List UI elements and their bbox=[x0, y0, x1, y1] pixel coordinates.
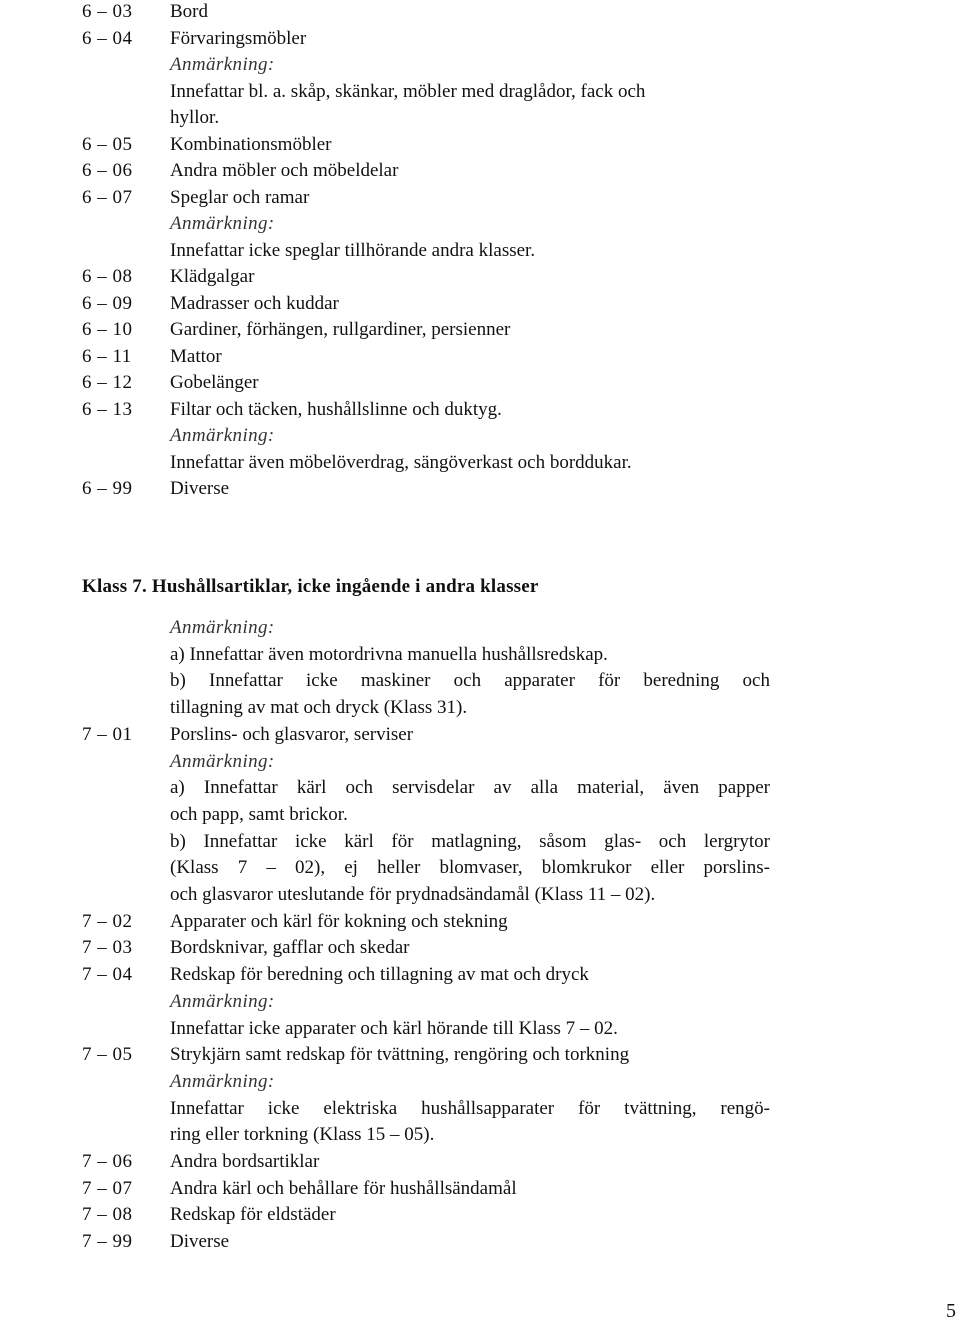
entry-row bbox=[0, 1228, 960, 1255]
continuation-row bbox=[0, 881, 960, 908]
continuation-row bbox=[0, 828, 960, 855]
annotation-label-row bbox=[0, 210, 960, 237]
entry-text: Redskap för eldstäder bbox=[170, 1204, 336, 1226]
class-code: 7 – 04 bbox=[82, 964, 133, 986]
entry-text: Diverse bbox=[170, 478, 230, 499]
entry-text: Gobelänger bbox=[170, 372, 259, 393]
entry-row bbox=[0, 184, 960, 211]
entry-text: hyllor. bbox=[170, 107, 220, 128]
entry-row bbox=[0, 475, 960, 502]
continuation-row bbox=[0, 104, 960, 131]
entry-text: Porslins- och glasvaror, serviser bbox=[170, 723, 414, 745]
class-code: 6 – 11 bbox=[82, 345, 132, 367]
entry-text: Apparater och kärl för kokning och stekning bbox=[170, 910, 508, 932]
annotation-label: Anmärkning: bbox=[170, 54, 275, 75]
entry-row bbox=[0, 961, 960, 988]
annotation-label-row bbox=[0, 748, 960, 775]
class-code: 6 – 09 bbox=[82, 292, 133, 314]
entry-text: Filtar och täcken, hushållslinne och duktyg. bbox=[170, 398, 502, 420]
entry-text: Madrasser och kuddar bbox=[170, 292, 339, 314]
entry-text: och glasvaror uteslutande för prydnadsändamål (Klass 11 – 02). bbox=[170, 884, 656, 905]
class-7-heading: Klass 7. Hushållsartiklar, icke ingående i andra klasser bbox=[82, 576, 539, 597]
entry-text: Strykjärn samt redskap för tvättning, rengöring och torkning bbox=[170, 1044, 630, 1066]
class-code: 7 – 08 bbox=[82, 1204, 133, 1226]
continuation-row bbox=[0, 854, 960, 881]
class-code: 7 – 01 bbox=[82, 723, 133, 745]
entry-row bbox=[0, 1041, 960, 1068]
class-code: 6 – 99 bbox=[82, 478, 133, 499]
entry-text: Innefattar icke apparater och kärl hörande till Klass 7 – 02. bbox=[170, 1017, 618, 1039]
entry-text: Innefattar icke elektriska hushållsapparater för tvättning, rengö- bbox=[170, 1097, 770, 1119]
continuation-row bbox=[0, 1121, 960, 1148]
class-code: 6 – 12 bbox=[82, 372, 133, 393]
class-code: 7 – 07 bbox=[82, 1177, 133, 1199]
continuation-row bbox=[0, 774, 960, 801]
entry-text: Förvaringsmöbler bbox=[170, 27, 307, 49]
entry-row bbox=[0, 396, 960, 423]
entry-row bbox=[0, 1201, 960, 1228]
entry-row bbox=[0, 290, 960, 317]
entry-text: tillagning av mat och dryck (Klass 31). bbox=[170, 697, 468, 719]
entry-text: Gardiner, förhängen, rullgardiner, persienner bbox=[170, 319, 511, 340]
entry-row bbox=[0, 369, 960, 396]
entry-row bbox=[0, 1148, 960, 1175]
entry-row bbox=[0, 721, 960, 748]
annotation-label-row bbox=[0, 1068, 960, 1095]
annotation-label-row bbox=[0, 422, 960, 449]
entry-row bbox=[0, 25, 960, 52]
class-code: 7 – 02 bbox=[82, 910, 133, 932]
page-number: 5 bbox=[946, 1300, 956, 1322]
continuation-row bbox=[0, 78, 960, 105]
continuation-row bbox=[0, 641, 960, 668]
continuation-row bbox=[0, 449, 960, 476]
class-code: 6 – 06 bbox=[82, 160, 133, 181]
entry-row bbox=[0, 316, 960, 343]
entry-text: b) Innefattar icke maskiner och apparater för beredning och bbox=[170, 670, 770, 692]
class-code: 6 – 04 bbox=[82, 27, 133, 49]
annotation-label: Anmärkning: bbox=[170, 617, 275, 638]
entry-text: Andra möbler och möbeldelar bbox=[170, 160, 399, 181]
entry-text: Andra kärl och behållare för hushållsändamål bbox=[170, 1177, 517, 1199]
entry-text: Redskap för beredning och tillagning av mat och dryck bbox=[170, 964, 589, 986]
annotation-label: Anmärkning: bbox=[170, 990, 275, 1012]
entry-text: Mattor bbox=[170, 345, 222, 367]
entry-text: Bordsknivar, gafflar och skedar bbox=[170, 937, 410, 959]
entry-text: Diverse bbox=[170, 1231, 230, 1253]
class-code: 6 – 05 bbox=[82, 133, 133, 155]
annotation-label: Anmärkning: bbox=[170, 1070, 275, 1092]
entry-text: Innefattar även möbelöverdrag, sängöverkast och borddukar. bbox=[170, 451, 632, 473]
entry-text: Speglar och ramar bbox=[170, 186, 310, 208]
entry-row bbox=[0, 0, 960, 25]
entry-text: a) Innefattar även motordrivna manuella hushållsredskap. bbox=[170, 643, 608, 665]
entry-text: ring eller torkning (Klass 15 – 05). bbox=[170, 1124, 435, 1146]
annotation-label-row bbox=[0, 51, 960, 78]
entry-row bbox=[0, 157, 960, 184]
entry-row bbox=[0, 131, 960, 158]
class-code: 6 – 13 bbox=[82, 398, 133, 420]
class-code: 6 – 07 bbox=[82, 186, 133, 208]
continuation-row bbox=[0, 1095, 960, 1122]
class-code: 6 – 08 bbox=[82, 266, 133, 287]
entry-text: (Klass 7 – 02), ej heller blomvaser, blomkrukor eller porslins- bbox=[170, 857, 770, 879]
class-code: 7 – 03 bbox=[82, 937, 133, 959]
annotation-label: Anmärkning: bbox=[170, 425, 275, 446]
entry-row bbox=[0, 343, 960, 370]
entry-text: Innefattar icke speglar tillhörande andra klasser. bbox=[170, 239, 536, 261]
annotation-label: Anmärkning: bbox=[170, 750, 275, 772]
entry-text: Bord bbox=[170, 1, 208, 22]
annotation-label-row bbox=[0, 614, 960, 641]
entry-text: a) Innefattar kärl och servisdelar av alla material, även papper bbox=[170, 777, 770, 799]
annotation-label: Anmärkning: bbox=[170, 213, 275, 234]
entry-row bbox=[0, 263, 960, 290]
class-code: 7 – 99 bbox=[82, 1231, 133, 1253]
continuation-row bbox=[0, 801, 960, 828]
entry-text: Innefattar bl. a. skåp, skänkar, möbler med draglådor, fack och bbox=[170, 80, 646, 102]
entry-text: Kombinationsmöbler bbox=[170, 133, 332, 155]
entry-text: Klädgalgar bbox=[170, 266, 255, 287]
continuation-row bbox=[0, 1015, 960, 1042]
entry-text: och papp, samt brickor. bbox=[170, 803, 348, 825]
entry-text: Andra bordsartiklar bbox=[170, 1151, 320, 1172]
entry-text: b) Innefattar icke kärl för matlagning, såsom glas- och lergrytor bbox=[170, 830, 770, 852]
class-code: 7 – 05 bbox=[82, 1044, 133, 1066]
class-code: 6 – 10 bbox=[82, 319, 133, 340]
continuation-row bbox=[0, 694, 960, 721]
continuation-row bbox=[0, 667, 960, 694]
class-code: 6 – 03 bbox=[82, 1, 133, 22]
annotation-label-row bbox=[0, 988, 960, 1015]
entry-row bbox=[0, 908, 960, 935]
entry-row bbox=[0, 1175, 960, 1202]
class-code: 7 – 06 bbox=[82, 1151, 133, 1172]
continuation-row bbox=[0, 237, 960, 264]
entry-row bbox=[0, 934, 960, 961]
